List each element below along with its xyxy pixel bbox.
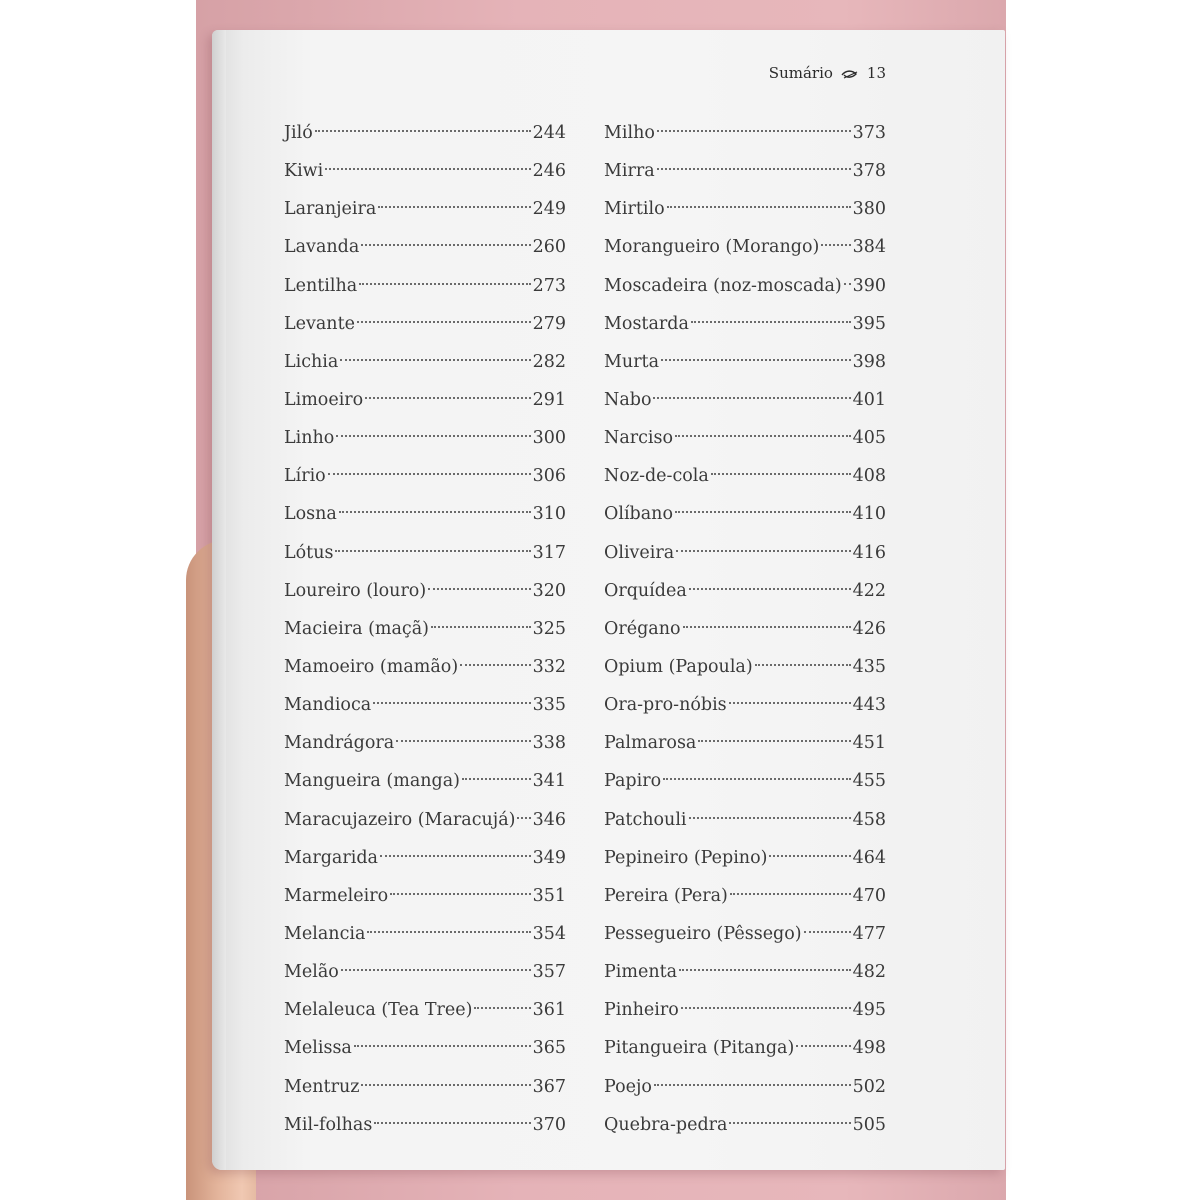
toc-entry-title: Marmeleiro: [284, 885, 389, 906]
toc-entry-title: Morangueiro (Morango): [604, 237, 820, 258]
dot-leader: [681, 1007, 851, 1009]
toc-entry-page: 317: [532, 542, 566, 563]
toc-entry-page: 351: [532, 885, 566, 906]
toc-entry: [604, 1068, 886, 1106]
toc-entry: [604, 915, 886, 953]
toc-entry: [284, 1106, 566, 1144]
toc-entry-title: Pinheiro: [604, 1000, 679, 1021]
toc-entry-page: 380: [852, 199, 886, 220]
toc-entry-page: 357: [532, 962, 566, 983]
dot-leader: [335, 550, 530, 552]
dot-leader: [675, 435, 851, 437]
dot-leader: [517, 817, 530, 819]
toc-entry: [284, 457, 566, 495]
dot-leader: [844, 283, 851, 285]
toc-entry: [604, 839, 886, 877]
dot-leader: [361, 244, 530, 246]
leaf-ornament-icon: [841, 67, 859, 79]
dot-leader: [378, 206, 530, 208]
toc-entry: [604, 648, 886, 686]
toc-entry-title: Patchouli: [604, 809, 687, 830]
toc-entry-title: Pimenta: [604, 962, 678, 983]
toc-entry-title: Mamoeiro (mamão): [284, 656, 459, 677]
toc-entry: [604, 305, 886, 343]
toc-entry-title: Milho: [604, 123, 655, 143]
toc-entry-title: Pessegueiro (Pêssego): [604, 923, 802, 944]
dot-leader: [683, 626, 851, 628]
dot-leader: [657, 130, 851, 132]
toc-entry-title: Maracujazeiro (Maracujá): [284, 809, 516, 830]
toc-entry: [284, 953, 566, 991]
toc-entry: [284, 228, 566, 266]
dot-leader: [691, 321, 851, 323]
toc-entry: [284, 648, 566, 686]
toc-entry: [604, 724, 886, 762]
toc-entry-page: 282: [532, 351, 566, 372]
toc-entry-title: Lírio: [284, 466, 326, 487]
toc-entry-title: Lavanda: [284, 237, 360, 258]
toc-entry-page: 370: [532, 1114, 566, 1135]
toc-entry-page: 291: [532, 389, 566, 410]
toc-entry: [604, 190, 886, 228]
toc-entry-page: 477: [852, 923, 886, 944]
dot-leader: [729, 1122, 850, 1124]
toc-entry-page: 325: [532, 618, 566, 639]
toc-entry-page: 422: [852, 580, 886, 601]
toc-entry: [604, 534, 886, 572]
toc-entry-title: Lichia: [284, 351, 339, 372]
dot-leader: [339, 511, 531, 513]
dot-leader: [428, 588, 530, 590]
toc-entry-page: 361: [532, 1000, 566, 1021]
toc-entry: [284, 801, 566, 839]
toc-entry-page: 398: [852, 351, 886, 372]
toc-entry-title: Nabo: [604, 389, 652, 410]
toc-entry: [284, 724, 566, 762]
toc-entry: [604, 228, 886, 266]
toc-entry: [604, 991, 886, 1029]
dot-leader: [462, 778, 531, 780]
toc-entry: [604, 1106, 886, 1144]
toc-entry-title: Quebra-pedra: [604, 1114, 728, 1135]
toc-entry: [604, 686, 886, 724]
toc-entry-page: 365: [532, 1038, 566, 1059]
toc-entry-page: 458: [852, 809, 886, 830]
dot-leader: [676, 550, 850, 552]
toc-entry-title: Levante: [284, 313, 355, 334]
toc-entry-title: Poejo: [604, 1076, 652, 1097]
toc-entry-page: 435: [852, 656, 886, 677]
dot-leader: [325, 168, 530, 170]
toc-entry-title: Mangueira (manga): [284, 771, 460, 792]
dot-leader: [341, 969, 531, 971]
dot-leader: [689, 817, 851, 819]
toc-entry-page: 482: [852, 962, 886, 983]
toc-entry-page: 260: [532, 237, 566, 258]
header-page-number: 13: [866, 64, 886, 82]
toc-entry-title: Laranjeira: [284, 199, 377, 220]
toc-entry-page: 410: [852, 504, 886, 525]
toc-entry: [284, 190, 566, 228]
toc-entry-page: 338: [532, 733, 566, 754]
dot-leader: [755, 664, 851, 666]
toc-entry-title: Mentruz: [284, 1076, 360, 1097]
toc-entry-page: 341: [532, 771, 566, 792]
dot-leader: [667, 206, 851, 208]
toc-entry-page: 426: [852, 618, 886, 639]
toc-entry: [284, 1029, 566, 1067]
toc-entry: [604, 419, 886, 457]
toc-entry-title: Melaleuca (Tea Tree): [284, 1000, 473, 1021]
dot-leader: [730, 893, 851, 895]
toc-entry-page: 451: [852, 733, 886, 754]
toc-entry-title: Pitangueira (Pitanga): [604, 1038, 795, 1059]
toc-entry-title: Pepineiro (Pepino): [604, 847, 768, 868]
toc-entry-page: 408: [852, 466, 886, 487]
toc-entry-page: 505: [852, 1114, 886, 1135]
toc-entry-page: 390: [852, 275, 886, 296]
toc-entry-page: 367: [532, 1076, 566, 1097]
dot-leader: [663, 778, 850, 780]
toc-entry-title: Oliveira: [604, 542, 675, 563]
dot-leader: [367, 931, 530, 933]
dot-leader: [390, 893, 530, 895]
toc-entry-title: Macieira (maçã): [284, 618, 429, 639]
dot-leader: [354, 1045, 531, 1047]
toc-entry-page: 320: [532, 580, 566, 601]
dot-leader: [359, 283, 530, 285]
toc-entry-page: 464: [852, 847, 886, 868]
toc-entry-page: 273: [532, 275, 566, 296]
toc-entry: [604, 114, 886, 152]
dot-leader: [796, 1045, 850, 1047]
toc-entry-title: Losna: [284, 504, 337, 525]
dot-leader: [336, 435, 530, 437]
toc-entry-page: 279: [532, 313, 566, 334]
dot-leader: [357, 321, 531, 323]
toc-entry-title: Margarida: [284, 847, 378, 868]
toc-entry-title: Loureiro (louro): [284, 580, 427, 601]
toc-entry-title: Lótus: [284, 542, 334, 563]
toc-entry-title: Olíbano: [604, 504, 673, 525]
toc-entry-title: Moscadeira (noz-moscada): [604, 275, 842, 296]
dot-leader: [365, 397, 530, 399]
toc-entry: [284, 152, 566, 190]
toc-entry-page: 495: [852, 1000, 886, 1021]
page-edge: [212, 30, 226, 1170]
toc-entry: [604, 877, 886, 915]
toc-entry: [284, 610, 566, 648]
dot-leader: [711, 473, 851, 475]
toc-entry-title: Melancia: [284, 923, 366, 944]
toc-entry: [284, 572, 566, 610]
toc-entry-title: Mandioca: [284, 695, 372, 716]
toc-entry: [284, 991, 566, 1029]
dot-leader: [373, 702, 530, 704]
toc-entry-title: Orégano: [604, 618, 681, 639]
dot-leader: [431, 626, 531, 628]
toc-entry: [604, 953, 886, 991]
toc-entry-page: 395: [852, 313, 886, 334]
toc-entry-title: Lentilha: [284, 275, 358, 296]
toc-entry: [604, 343, 886, 381]
toc-column-right: [604, 114, 886, 1144]
toc-entry-title: Ora-pro-nóbis: [604, 695, 727, 716]
dot-leader: [474, 1007, 530, 1009]
dot-leader: [698, 740, 850, 742]
dot-leader: [821, 244, 850, 246]
toc-entry-title: Mil-folhas: [284, 1114, 373, 1135]
toc-entry-title: Melissa: [284, 1038, 352, 1059]
toc-entry-title: Mostarda: [604, 313, 689, 334]
toc-entry: [604, 457, 886, 495]
toc-entry-page: 373: [852, 123, 886, 143]
toc-entry: [604, 762, 886, 800]
dot-leader: [396, 740, 530, 742]
toc-entry: [604, 572, 886, 610]
dot-leader: [657, 168, 851, 170]
toc-entry: [284, 305, 566, 343]
toc-entry-title: Palmarosa: [604, 733, 697, 754]
toc-entry-title: Mandrágora: [284, 733, 395, 754]
toc-entry-page: 354: [532, 923, 566, 944]
toc-entry-page: 401: [852, 389, 886, 410]
toc-entry-page: 244: [532, 123, 566, 143]
dot-leader: [460, 664, 530, 666]
toc-entry-title: Opium (Papoula): [604, 656, 753, 677]
toc-entry-title: Papiro: [604, 771, 662, 792]
toc-entry: [604, 610, 886, 648]
toc-entry-page: 300: [532, 428, 566, 449]
toc-entry-title: Limoeiro: [284, 389, 364, 410]
toc-entry: [284, 343, 566, 381]
toc-entry: [284, 915, 566, 953]
toc-entry-page: 405: [852, 428, 886, 449]
toc-entry: [604, 801, 886, 839]
toc-entry-page: 502: [852, 1076, 886, 1097]
toc-entry-page: 310: [532, 504, 566, 525]
dot-leader: [374, 1122, 530, 1124]
dot-leader: [675, 511, 851, 513]
dot-leader: [689, 588, 851, 590]
running-header: [769, 64, 886, 82]
toc-entry: [284, 114, 566, 152]
toc-entry-page: 246: [532, 161, 566, 182]
toc-entry-title: Kiwi: [284, 161, 324, 182]
dot-leader: [340, 359, 530, 361]
toc-entry-page: 335: [532, 695, 566, 716]
toc-entry-page: 384: [852, 237, 886, 258]
toc-entry: [284, 534, 566, 572]
dot-leader: [361, 1084, 530, 1086]
toc-entry: [284, 381, 566, 419]
toc-entry-title: Pereira (Pera): [604, 885, 728, 906]
toc-entry: [284, 686, 566, 724]
toc-entry-page: 416: [852, 542, 886, 563]
toc-entry: [284, 839, 566, 877]
toc-entry: [604, 267, 886, 305]
toc-entry: [284, 495, 566, 533]
toc-entry: [604, 1029, 886, 1067]
toc-column-left: [284, 114, 566, 1144]
toc-entry-title: Mirtilo: [604, 199, 665, 220]
dot-leader: [729, 702, 851, 704]
toc-entry-title: Mirra: [604, 161, 655, 182]
dot-leader: [328, 473, 531, 475]
dot-leader: [679, 969, 851, 971]
dot-leader: [769, 855, 850, 857]
toc-entry-page: 378: [852, 161, 886, 182]
dot-leader: [380, 855, 531, 857]
dot-leader: [315, 130, 531, 132]
toc-entry-title: Orquídea: [604, 580, 687, 601]
toc-entry-page: 349: [532, 847, 566, 868]
toc-entry-title: Melão: [284, 962, 339, 983]
toc-entry: [604, 152, 886, 190]
toc-entry-page: 498: [852, 1038, 886, 1059]
toc-entry-page: 443: [852, 695, 886, 716]
toc-entry-page: 470: [852, 885, 886, 906]
toc-entry-title: Narciso: [604, 428, 674, 449]
toc-entry: [604, 381, 886, 419]
toc-entry-title: Murta: [604, 351, 660, 372]
toc-entry: [284, 267, 566, 305]
header-section-title: Sumário: [768, 64, 833, 82]
dot-leader: [804, 931, 851, 933]
toc-entry-page: 332: [532, 656, 566, 677]
toc-entry: [284, 762, 566, 800]
toc-entry: [284, 877, 566, 915]
toc-entry-page: 455: [852, 771, 886, 792]
toc-entry-title: Noz-de-cola: [604, 466, 709, 487]
toc-entry-title: Jiló: [284, 123, 313, 143]
toc-entry: [604, 495, 886, 533]
toc-entry-page: 346: [532, 809, 566, 830]
dot-leader: [661, 359, 851, 361]
toc-entry-title: Linho: [284, 428, 335, 449]
toc-entry-page: 306: [532, 466, 566, 487]
dot-leader: [653, 397, 850, 399]
toc-entry: [284, 1068, 566, 1106]
dot-leader: [654, 1084, 851, 1086]
toc-entry: [284, 419, 566, 457]
toc-entry-page: 249: [532, 199, 566, 220]
